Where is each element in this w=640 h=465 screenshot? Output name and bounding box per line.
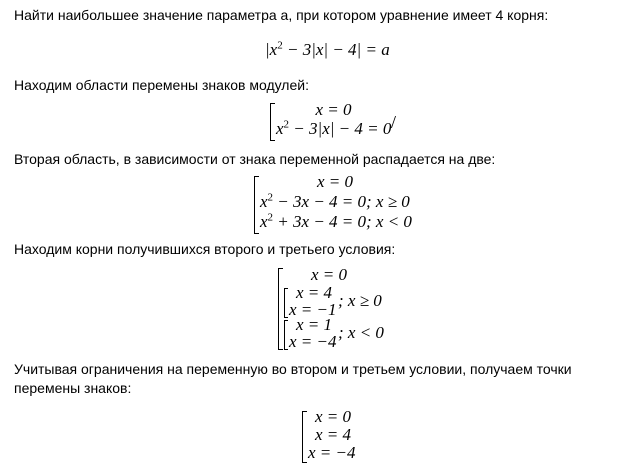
system3-line1: x = 0 <box>310 265 348 284</box>
system3-sub2-line2: x = −4 <box>289 332 337 351</box>
system3-sub1-line1: x = 4 <box>295 283 333 302</box>
step4-text: Учитывая ограничения на переменную во втором и третьем условии, получаем точки перемены знаков: <box>14 361 572 396</box>
system2-line1: x = 0 <box>316 172 354 191</box>
main-equation: $|x^2 - 3|x| - 4| = a$ <box>265 39 390 59</box>
system1-bracket <box>270 103 275 141</box>
system2-bracket <box>254 176 259 234</box>
task-text: Найти наибольшее значение параметра a, при котором уравнение имеет 4 корня: <box>14 7 549 23</box>
system4-line3: x = −4 <box>308 443 356 462</box>
step2-text: Вторая область, в зависимости от знака переменной распадается на две: <box>14 151 496 167</box>
system4-bracket <box>302 411 307 463</box>
system4-line2: x = 4 <box>314 425 352 444</box>
step3-text: Находим корни получившихся второго и третьего условия: <box>14 241 396 257</box>
system3-sub1-line2: x = −1 <box>289 300 337 319</box>
system4-line1: x = 0 <box>314 407 352 426</box>
system1-tick: / <box>391 112 397 132</box>
system3-bracket <box>278 268 283 350</box>
system3-sub1-condition: ; x ≥ 0 <box>338 291 382 310</box>
step1-text: Находим области перемены знаков модулей: <box>14 77 309 93</box>
system3-sub2-line1: x = 1 <box>295 315 333 334</box>
system2-line2: $x^2 - 3x - 4 = 0$; x ≥ 0 <box>260 191 410 211</box>
system3-sub1-bracket <box>284 288 288 318</box>
system3-sub2-condition: ; x < 0 <box>338 323 384 342</box>
system1-line1: x = 0 <box>315 100 352 119</box>
system2-line3: $x^2 + 3x - 4 = 0$; x < 0 <box>260 211 412 231</box>
system1-line2: $x^2 - 3|x| - 4 = 0$ <box>276 118 392 138</box>
system3-sub2-bracket <box>284 320 288 350</box>
